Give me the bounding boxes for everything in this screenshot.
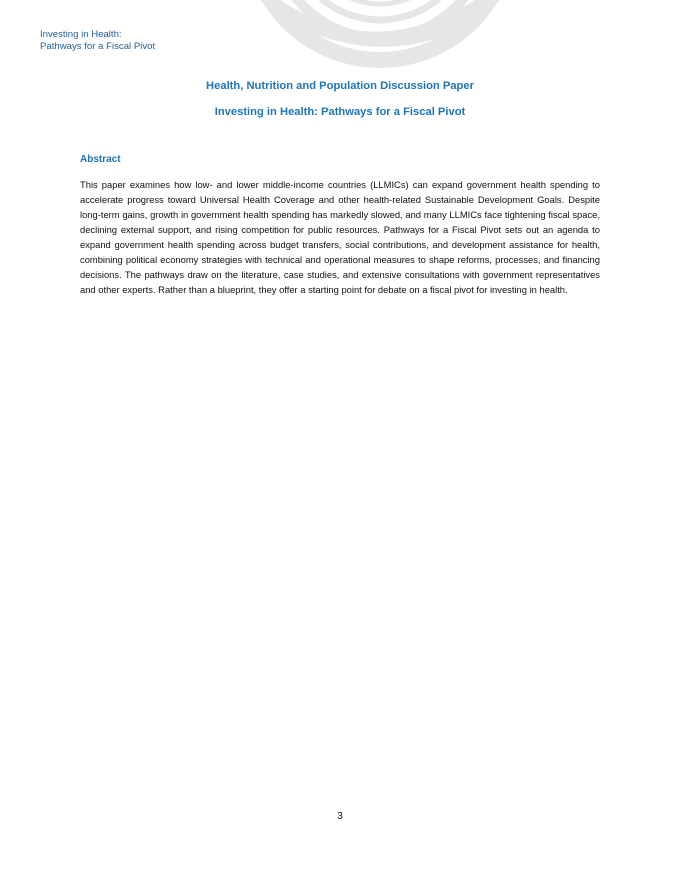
- running-header-line-1: Investing in Health:: [40, 29, 122, 40]
- header-swirl-decoration: [230, 0, 530, 70]
- page-number: 3: [337, 811, 343, 822]
- running-header: [40, 29, 155, 53]
- document-series-title: Health, Nutrition and Population Discussion Paper: [206, 80, 474, 92]
- abstract-heading: Abstract: [80, 154, 121, 165]
- document-title: Investing in Health: Pathways for a Fiscal Pivot: [214, 106, 466, 118]
- abstract-paragraph: This paper examines how low- and lower middle-income countries (LLMICs) can expand government health spending to accelerate progress toward Universal Health Coverage and other health-related Sustainable Development Goals. Despite long-term gains, growth in government health spending has markedly slowed, and many LLMICs face tightening fiscal space, declining external support, and rising competition for public resources. Pathways for a Fiscal Pivot sets out an agenda to expand government health spending across budget transfers, social contributions, and development assistance for health, combining political economy strategies with technical and operational measures to shape reforms, processes, and financing decisions. The pathways draw on the literature, case studies, and extensive consultations with government representatives and other experts. Rather than a blueprint, they offer a starting point for debate on a fiscal pivot for investing in health.: [80, 179, 600, 295]
- running-header-line-2: Pathways for a Fiscal Pivot: [40, 41, 156, 52]
